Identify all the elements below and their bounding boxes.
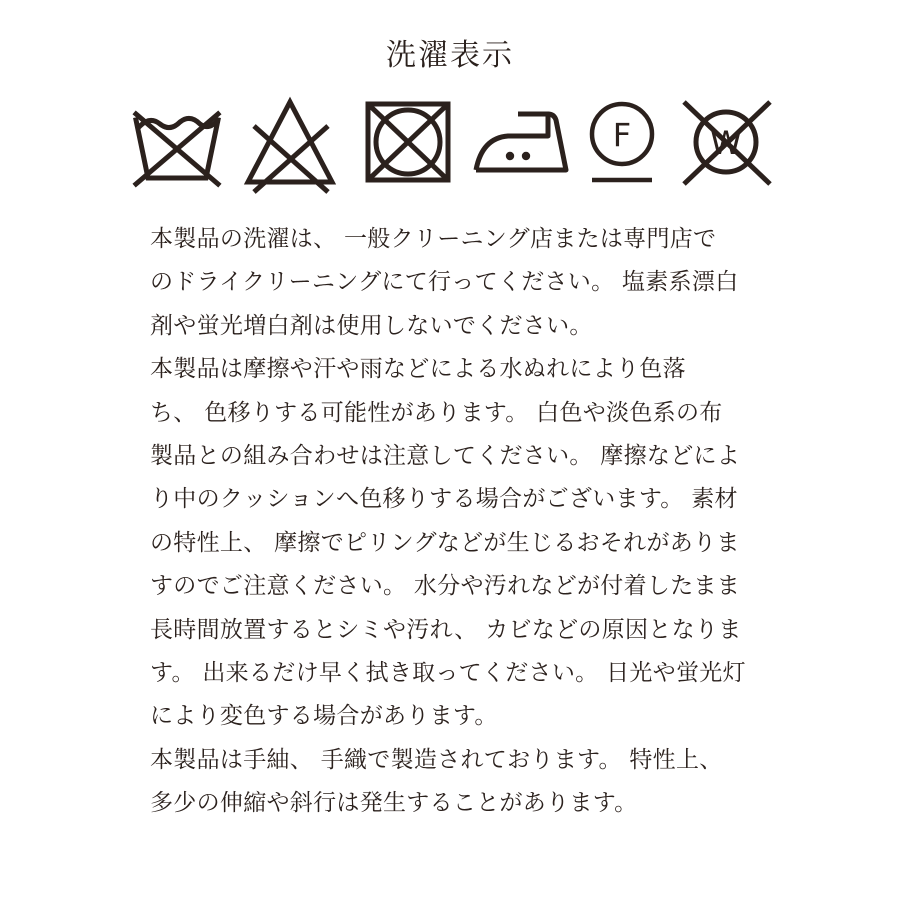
dry-clean-f-icon (584, 96, 684, 196)
care-symbols-row (124, 96, 776, 196)
instruction-line: のドライクリーニングにて行ってください。 塩素系漂白 (150, 269, 739, 296)
svg-text:F: F (612, 116, 632, 154)
instruction-line: す。 出来るだけ早く拭き取ってください。 日光や蛍光灯 (150, 660, 746, 687)
no-tumble-dry-icon (358, 96, 458, 196)
instruction-line: 本製品の洗濯は、 一般クリーニング店または専門店で (150, 226, 717, 252)
instruction-line: り中のクッションへ色移りする場合がございます。 素材 (150, 486, 738, 513)
instruction-line: ち、 色移りする可能性があります。 白色や淡色系の布 (150, 399, 723, 426)
svg-text:W: W (710, 124, 742, 162)
instruction-line: 製品との組み合わせは注意してください。 摩擦などによ (150, 443, 741, 470)
instruction-line: 本製品は手紬、 手織で製造されております。 特性上、 (150, 746, 723, 773)
instruction-line: 剤や蛍光増白剤は使用しないでください。 (150, 312, 593, 339)
care-instructions (150, 218, 770, 826)
no-wet-clean-icon (676, 96, 776, 196)
instruction-line: 多少の伸縮や斜行は発生することがあります。 (150, 790, 638, 817)
no-wash-icon (124, 96, 224, 196)
page-title: 洗濯表示 (386, 38, 514, 73)
instruction-line: 長時間放置するとシミや汚れ、 カビなどの原因となりま (150, 616, 742, 643)
instruction-line: により変色する場合があります。 (150, 703, 498, 730)
instruction-line: すのでご注意ください。 水分や汚れなどが付着したまま (150, 573, 741, 600)
instruction-line: の特性上、 摩擦でピリングなどが生じるおそれがありま (150, 529, 740, 556)
low-iron-icon (470, 96, 570, 196)
instruction-line: 本製品は摩擦や汗や雨などによる水ぬれにより色落 (150, 356, 686, 383)
no-bleach-icon (240, 96, 340, 196)
